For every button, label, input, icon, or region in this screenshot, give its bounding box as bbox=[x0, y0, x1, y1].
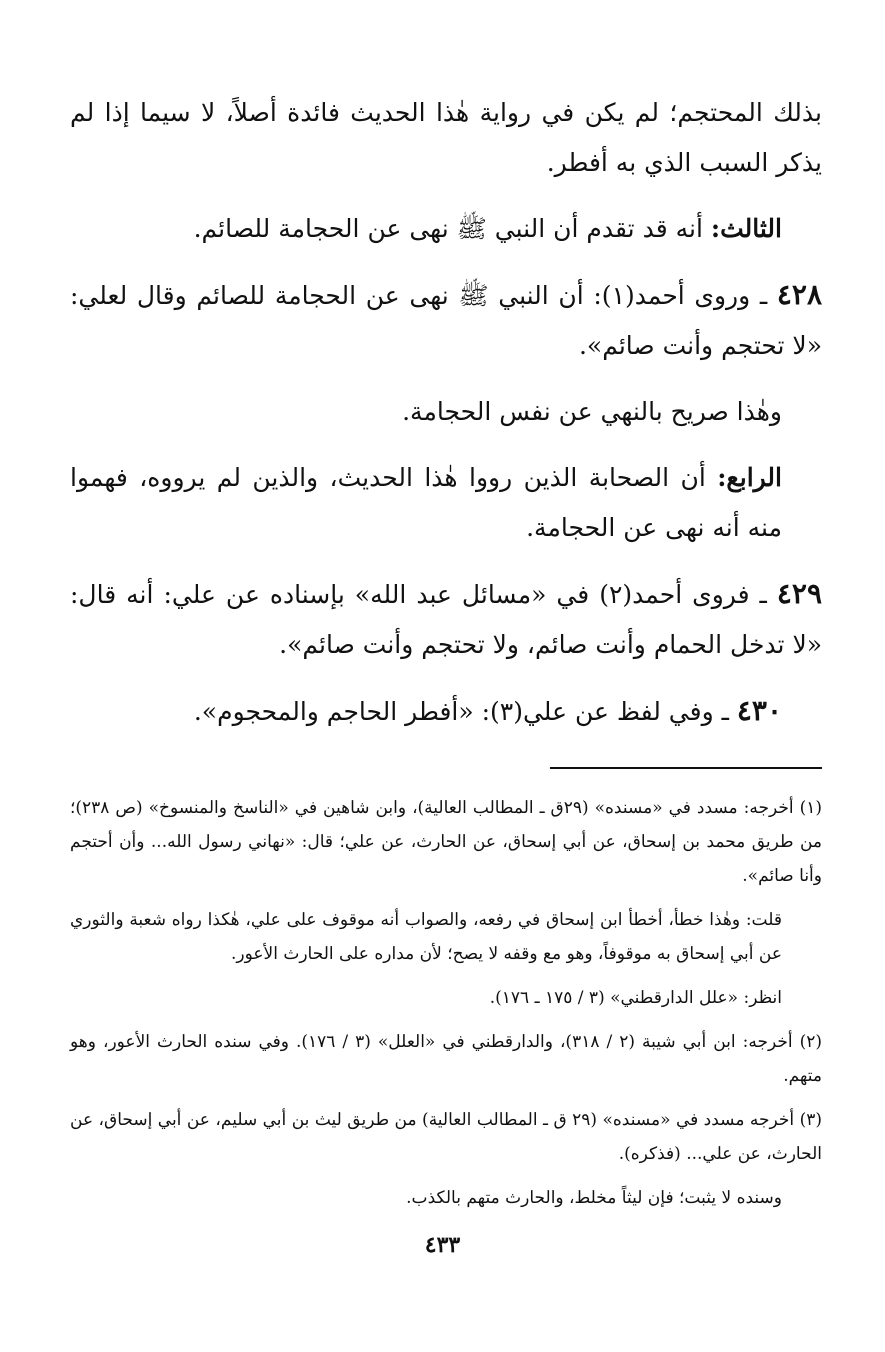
hadith-429-text: ـ فروى أحمد(٢) في «مسائل عبد الله» بإسناده عن علي: أنه قال: «لا تدخل الحمام وأنت صائم، ولا تحتجم وأنت صائم». bbox=[70, 580, 822, 659]
footnote-3: (٣) أخرجه مسدد في «مسنده» (٢٩ ق ـ المطالب العالية) من طريق ليث بن أبي سليم، عن أبي إسحاق، عن الحارث، عن علي... (فذكره). bbox=[70, 1110, 822, 1164]
footnote-divider bbox=[550, 767, 822, 769]
hadith-number-429: ٤٢٩ bbox=[776, 577, 822, 610]
main-paragraph-third-point bbox=[70, 204, 822, 254]
main-paragraph-1: بذلك المحتجم؛ لم يكن في رواية هٰذا الحديث فائدة أصلاً، لا سيما إذا لم يذكر السبب الذي به أفطر. bbox=[70, 98, 822, 177]
hadith-428 bbox=[70, 270, 822, 371]
hadith-428-text: ـ وروى أحمد(١): أن النبي ﷺ نهى عن الحجامة للصائم وقال لعلي: «لا تحتجم وأنت صائم». bbox=[70, 281, 822, 360]
page-number: ٤٣٣ bbox=[424, 1232, 461, 1258]
hadith-430-text: ـ وفي لفظ عن علي(٣): «أفطر الحاجم والمحجوم». bbox=[193, 697, 737, 726]
footnote-3-comment: وسنده لا يثبت؛ فإن ليثاً مخلط، والحارث متهم بالكذب. bbox=[406, 1188, 782, 1208]
main-paragraph-explicit: وهٰذا صريح بالنهي عن نفس الحجامة. bbox=[402, 397, 782, 426]
third-point-label: الثالث: bbox=[710, 214, 782, 243]
hadith-430 bbox=[70, 686, 822, 737]
fourth-point-label: الرابع: bbox=[717, 463, 782, 492]
footnote-1-reference: انظر: «علل الدارقطني» (٣ / ١٧٥ ـ ١٧٦). bbox=[489, 988, 782, 1008]
hadith-number-430: ٤٣٠ bbox=[736, 694, 782, 727]
footnote-1-comment: قلت: وهٰذا خطأ، أخطأ ابن إسحاق في رفعه، والصواب أنه موقوف على علي، هٰكذا رواه شعبة والثوري عن أبي إسحاق به موقوفاً، وهو مع وقفه لا يصح؛ لأن مداره على الحارث الأعور. bbox=[70, 910, 782, 964]
main-paragraph-fourth-point bbox=[70, 453, 822, 553]
hadith-number-428: ٤٢٨ bbox=[776, 278, 823, 311]
hadith-429 bbox=[70, 569, 822, 670]
footnote-2: (٢) أخرجه: ابن أبي شيبة (٢ / ٣١٨)، والدارقطني في «العلل» (٣ / ١٧٦). وفي سنده الحارث الأعور، وهو متهم. bbox=[70, 1032, 822, 1086]
page-body bbox=[70, 88, 822, 1225]
fourth-point-text: أن الصحابة الذين رووا هٰذا الحديث، والذين لم يرووه، فهموا منه أنه نهى عن الحجامة. bbox=[70, 463, 782, 542]
footnote-1: (١) أخرجه: مسدد في «مسنده» (٢٩ق ـ المطالب العالية)، وابن شاهين في «الناسخ والمنسوخ» (ص ٢٣٨)؛ من طريق محمد بن إسحاق، عن أبي إسحاق، عن الحارث، عن علي؛ قال: «نهاني رسول الله... وأن أحتجم وأنا صائم». bbox=[70, 798, 822, 886]
third-point-text: أنه قد تقدم أن النبي ﷺ نهى عن الحجامة للصائم. bbox=[193, 214, 711, 243]
